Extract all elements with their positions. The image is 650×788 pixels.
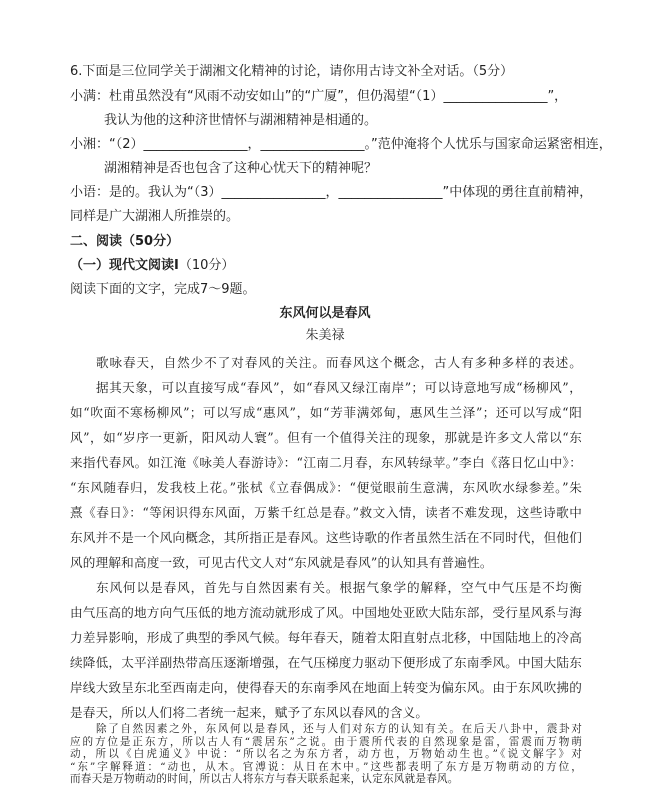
article-line: 应的方位是正东方，所以古人有“震居东”之说。由于震所代表的自然现象是雷，雷震而万物萌 xyxy=(70,735,582,748)
dialogue-xiaoxiang-line-1: 小湘：“（2）________________，________________。”范仲淹将个人忧乐与国家命运紧密相连， xyxy=(70,137,612,152)
article-author: 朱美禄 xyxy=(305,328,345,343)
article-line: 而春天是万物萌动的时间，所以古人将东方与春天联系起来，认定东风就是春风。 xyxy=(70,773,459,785)
reading-instruction: 阅读下面的文字，完成7～9题。 xyxy=(70,282,256,297)
dialogue-xiaoyu-line-2: 同样是广大湖湘人所推崇的。 xyxy=(70,209,240,224)
dialogue-xiaoman-line-2: 我认为他的这种济世情怀与湖湘精神是相通的。 xyxy=(104,113,378,128)
article-line: 东风何以是春风，首先与自然因素有关。根据气象学的解释，空气中气压是不均衡 xyxy=(96,580,582,595)
question-6-intro: 6.下面是三位同学关于湖湘文化精神的讨论，请你用古诗文补全对话。（5分） xyxy=(70,64,514,79)
article-line: 风的理解和高度一致，可见古代文人对“东风就是春风”的认知具有普遍性。 xyxy=(70,555,493,570)
subsection-title: （一）现代文阅读Ⅰ xyxy=(70,258,179,273)
article-line: 动，所以《白虎通义》中说：“所以名之为东方者，动方也，万物始动生也。”《说文解字》对 xyxy=(70,748,582,760)
article-line: 熹《春日》：“等闲识得东风面，万紫千红总是春。”救文入情，读者不难发现，这些诗歌中 xyxy=(70,505,582,520)
article-title: 东风何以是春风 xyxy=(279,306,371,321)
article-line: 岸线大致呈东北至西南走向，使得春天的东南季风在地面上转变为偏东风。由于东风吹拂的 xyxy=(70,680,582,695)
dialogue-xiaoman-line-1: 小满：杜甫虽然没有“风雨不动安如山”的“广厦”，但仍渴望“（1）________________”， xyxy=(70,89,568,104)
article-line: 续降低，太平洋副热带高压逐渐增强，在气压梯度力驱动下便形成了东南季风。中国大陆东 xyxy=(70,655,582,670)
dialogue-xiaoyu-line-1: 小语：是的。我认为“（3）________________，________________”中体现的勇往直前精神， xyxy=(70,185,593,200)
article-line: 由气压高的地方向气压低的地方流动就形成了风。中国地处亚欧大陆东部，受行星风系与海 xyxy=(70,605,582,620)
article-line: 除了自然因素之外，东风何以是春风，还与人们对东方的认知有关。在后天八卦中，震卦对 xyxy=(96,723,582,735)
article-line: 歌咏春天，自然少不了对春风的关注。而春风这个概念，古人有多种多样的表述。 xyxy=(96,355,582,370)
article-line: 力差异影响，形成了典型的季风气候。每年春天，随着太阳直射点北移，中国陆地上的冷高 xyxy=(70,630,582,645)
subsection-heading xyxy=(70,257,234,275)
section-title: 二、阅读（50分） xyxy=(70,234,180,249)
article-line: 东风并不是一个风向概念，其所指正是春风。这些诗歌的作者虽然生活在不同时代，但他们 xyxy=(70,530,582,545)
article-line: “东”字解释道：“动也，从木。官溥说：从日在木中。”这些都表明了东方是万物萌动的方位， xyxy=(70,760,582,773)
article-line: “东风随春归，发我枝上花。”张栻《立春偶成》：“便觉眼前生意满，东风吹水绿参差。”朱 xyxy=(70,480,582,495)
article-line: 是春天，所以人们将二者统一起来，赋予了东风以春风的含义。 xyxy=(70,705,429,720)
article-line: 来指代春风。如江淹《咏美人春游诗》：“江南二月春，东风转绿苹。”李白《落日忆山中》： xyxy=(70,455,582,470)
dialogue-xiaoxiang-line-2: 湖湘精神是否也包含了这种心忧天下的精神呢？ xyxy=(104,161,378,176)
article-line: 据其天象，可以直接写成“春风”，如“春风又绿江南岸”；可以诗意地写成“杨柳风”， xyxy=(96,380,582,395)
subsection-score: （10分） xyxy=(178,258,235,273)
article-line: 风”，如“岁序一更新，阳风动人寰”。但有一个值得关注的现象，那就是许多文人常以“东 xyxy=(70,430,582,445)
article-line: 如“吹面不寒杨柳风”；可以写成“惠风”，如“芳菲满郊甸，惠风生兰泽”；还可以写成“阳 xyxy=(70,405,582,420)
